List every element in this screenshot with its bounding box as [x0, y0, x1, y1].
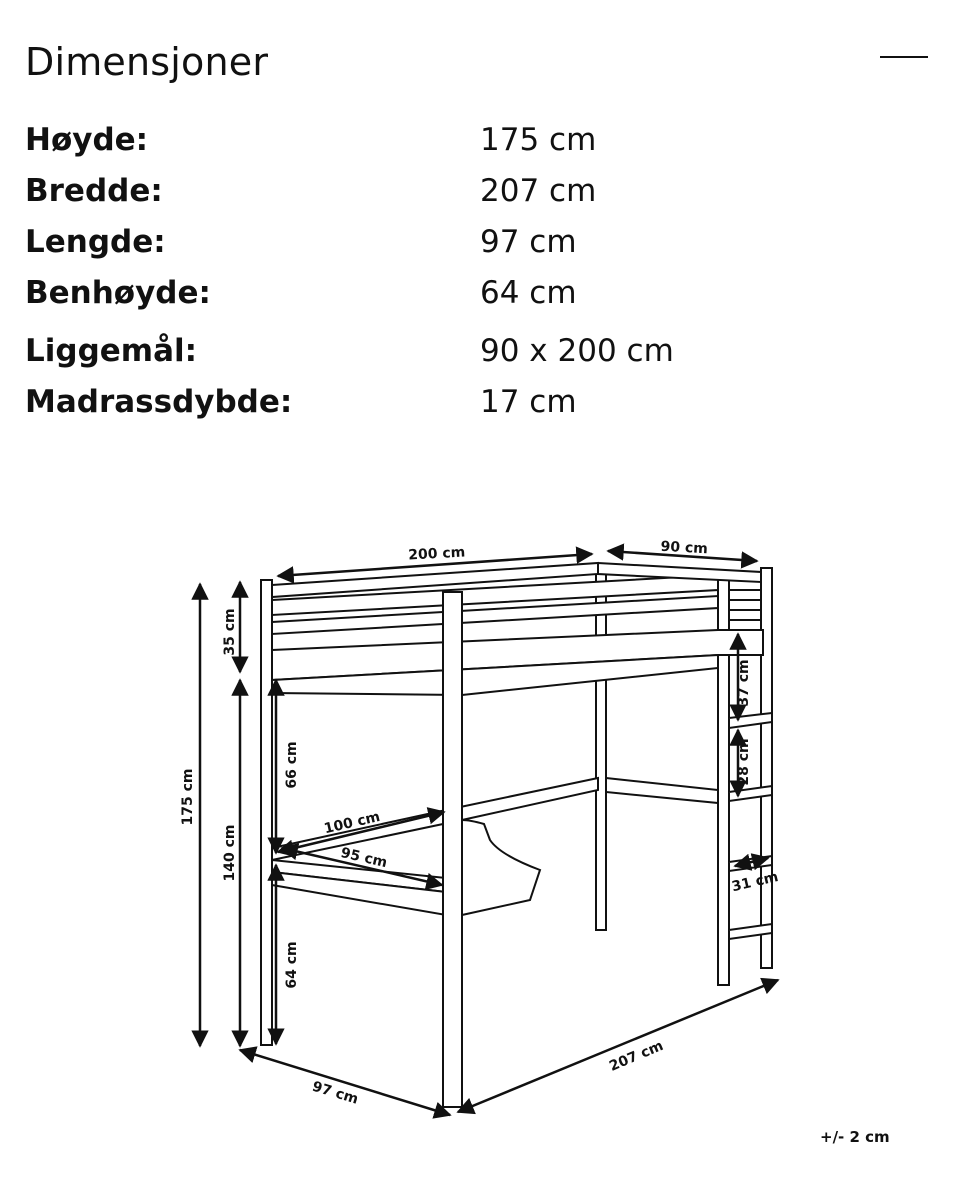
spec-label: Lengde: — [25, 224, 166, 260]
desk-top — [462, 820, 540, 915]
dim-label-175: 175 cm — [180, 768, 196, 826]
dim-label-97: 97 cm — [310, 1078, 361, 1108]
dim-label-90: 90 cm — [660, 538, 709, 558]
ladder-post — [761, 568, 772, 968]
tolerance-note: +/- 2 cm — [820, 1128, 890, 1146]
section-title: Dimensjoner — [25, 40, 269, 84]
spec-value: 175 cm — [480, 122, 597, 158]
spec-label: Høyde: — [25, 122, 149, 158]
back-left-post — [261, 580, 272, 1045]
dim-label-31: 31 cm — [730, 868, 780, 896]
dim-label-95: 95 cm — [339, 844, 389, 872]
spec-label: Benhøyde: — [25, 275, 211, 311]
front-left-post — [443, 592, 462, 1107]
dim-label-37: 37 cm — [736, 659, 752, 707]
dim-label-28: 28 cm — [736, 738, 752, 786]
dim-label-200: 200 cm — [407, 544, 466, 564]
bed-frame — [261, 563, 772, 1107]
dim-label-64: 64 cm — [284, 941, 300, 989]
dim-label-207: 207 cm — [607, 1037, 666, 1075]
spec-value: 17 cm — [480, 384, 577, 420]
spec-value: 64 cm — [480, 275, 577, 311]
dim-label-35: 35 cm — [222, 608, 238, 656]
spec-value: 97 cm — [480, 224, 577, 260]
desk-back — [272, 778, 598, 860]
spec-value: 90 x 200 cm — [480, 333, 674, 369]
dim-label-140: 140 cm — [222, 824, 238, 882]
back-middle-post — [596, 565, 606, 930]
spec-label: Bredde: — [25, 173, 163, 209]
spec-label: Liggemål: — [25, 333, 198, 369]
spec-value: 207 cm — [480, 173, 597, 209]
spec-label: Madrassdybde: — [25, 384, 293, 420]
dim-label-66: 66 cm — [284, 741, 300, 789]
dim-label-100: 100 cm — [322, 808, 382, 838]
